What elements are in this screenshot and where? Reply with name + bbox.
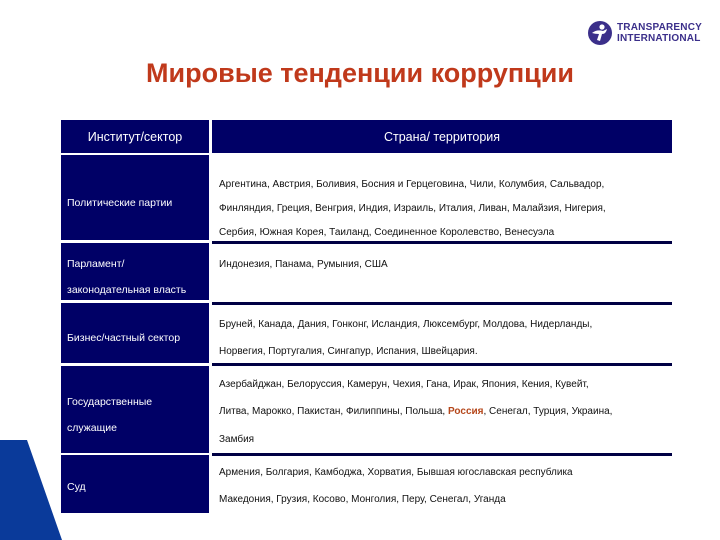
- country-line: Армения, Болгария, Камбоджа, Хорватия, Бывшая югославская республика: [219, 467, 573, 478]
- logo-line1: TRANSPARENCY: [617, 22, 702, 33]
- sector-label: Государственные: [67, 396, 153, 408]
- row-divider: [212, 453, 672, 456]
- logo-text: [617, 22, 702, 44]
- country-text: Литва, Марокко, Пакистан, Филиппины, Польша,: [219, 406, 448, 417]
- country-line: Финляндия, Греция, Венгрия, Индия, Израиль, Италия, Ливан, Малайзия, Нигерия,: [219, 203, 606, 214]
- sector-label: Политические партии: [67, 197, 173, 209]
- row-divider: [212, 241, 672, 244]
- sector-cell-civil-servants: [61, 366, 209, 453]
- sector-cell-judiciary: [61, 455, 209, 513]
- country-line: Бруней, Канада, Дания, Гонконг, Исландия, Люксембург, Молдова, Нидерланды,: [219, 319, 593, 330]
- country-line: Норвегия, Португалия, Сингапур, Испания, Швейцария.: [219, 346, 478, 357]
- sector-cell-political-parties: [61, 155, 209, 240]
- sector-label: Бизнес/частный сектор: [67, 332, 181, 344]
- sector-label: законодательная власть: [67, 284, 187, 296]
- header-sector: Институт/сектор: [61, 120, 209, 153]
- sector-cell-business: [61, 303, 209, 363]
- row-divider: [212, 363, 672, 366]
- country-line: Сербия, Южная Корея, Таиланд, Соединенное Королевство, Венесуэла: [219, 227, 555, 238]
- country-line-with-highlight: [219, 406, 612, 417]
- sector-cell-parliament: [61, 243, 209, 300]
- country-line: Азербайджан, Белоруссия, Камерун, Чехия, Гана, Ирак, Япония, Кения, Кувейт,: [219, 379, 589, 390]
- country-line: Индонезия, Панама, Румыния, США: [219, 259, 388, 270]
- country-line: Аргентина, Австрия, Боливия, Босния и Герцеговина, Чили, Колумбия, Сальвадор,: [219, 179, 605, 190]
- header-country: Страна/ территория: [212, 120, 672, 153]
- sector-label: Парламент/: [67, 258, 125, 270]
- sector-label: Суд: [67, 481, 86, 493]
- country-text: , Сенегал, Турция, Украина,: [483, 406, 613, 417]
- sector-label: служащие: [67, 422, 117, 434]
- country-line: Замбия: [219, 434, 255, 445]
- globe-figure-icon: [587, 20, 613, 46]
- page-title: Мировые тенденции коррупции: [146, 58, 574, 88]
- country-line: Македония, Грузия, Косово, Монголия, Перу, Сенегал, Уганда: [219, 494, 506, 505]
- transparency-international-logo: [587, 20, 702, 46]
- row-divider: [212, 302, 672, 305]
- logo-line2: INTERNATIONAL: [617, 33, 701, 44]
- highlighted-country-russia: Россия: [447, 406, 484, 417]
